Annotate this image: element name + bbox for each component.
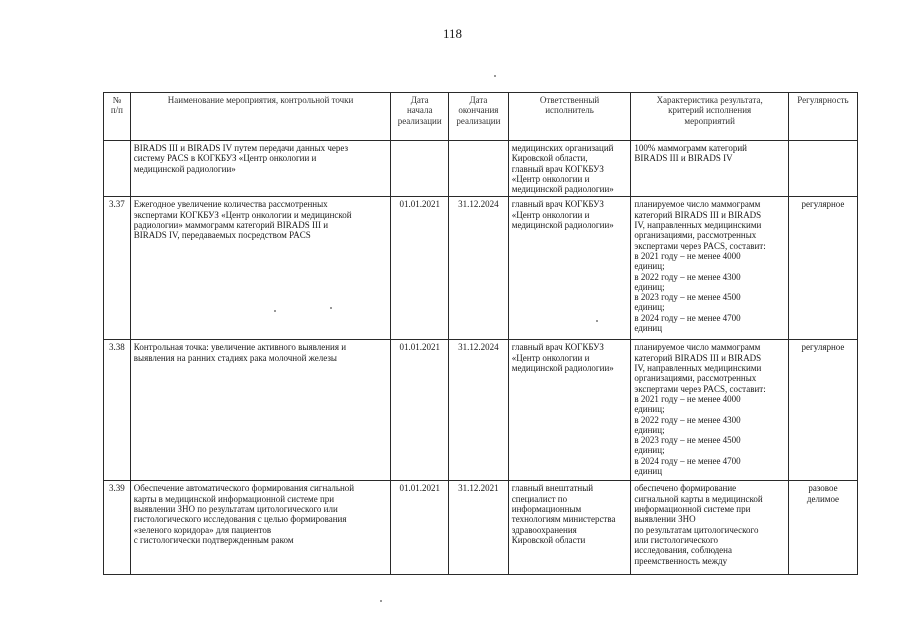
end-date: 31.12.2021 [449, 481, 509, 575]
scan-speck [596, 320, 598, 322]
table-row [104, 197, 858, 340]
header-end-date: Дата окончания реализации [449, 93, 509, 141]
result-criteria: планируемое число маммограмм категорий BIRADS III и BIRADS IV, направленных медицинскими организациями, рассмотренных экспертами через PACS, составит: в 2021 году – не менее 4000 единиц; в 2022 году – не менее 4300 единиц; в 2023 году – не менее 4500 единиц; в 2024 году – не менее 4700 единиц [631, 340, 789, 481]
end-date: 31.12.2024 [449, 340, 509, 481]
header-number: № п/п [104, 93, 131, 141]
row-number: 3.37 [104, 197, 131, 340]
start-date: 01.01.2021 [391, 197, 449, 340]
scan-speck [494, 75, 496, 77]
header-regularity: Регулярность [788, 93, 857, 141]
regularity: регулярное [788, 197, 857, 340]
activities-table [103, 92, 858, 575]
header-executor: Ответственный исполнитель [508, 93, 631, 141]
executor: главный врач КОГКБУЗ «Центр онкологии и медицинской радиологии» [508, 197, 631, 340]
start-date: 01.01.2021 [391, 340, 449, 481]
table-row [104, 340, 858, 481]
scan-speck [274, 310, 276, 312]
header-start-date: Дата начала реализации [391, 93, 449, 141]
scan-speck [330, 307, 332, 309]
regularity: регулярное [788, 340, 857, 481]
result-criteria: планируемое число маммограмм категорий BIRADS III и BIRADS IV, направленных медицинскими организациями, рассмотренных экспертами через PACS, составит: в 2021 году – не менее 4000 единиц; в 2022 году – не менее 4300 единиц; в 2023 году – не менее 4500 единиц; в 2024 году – не менее 4700 единиц [631, 197, 789, 340]
activity-name: Обеспечение автоматического формирования сигнальной карты в медицинской информационной системе при выявлении ЗНО по результатам цитологического или гистологического исследования с целью формирования «зеленого коридора» для пациентов с гистологически подтвержденным раком [130, 481, 391, 575]
executor: главный внештатный специалист по информационным технологиям министерства здравоохранения Кировской области [508, 481, 631, 575]
regularity: разовое делимое [788, 481, 857, 575]
start-date: 01.01.2021 [391, 481, 449, 575]
scan-speck [380, 600, 382, 602]
header-activity-name: Наименование мероприятия, контрольной точки [130, 93, 391, 141]
row-number: 3.38 [104, 340, 131, 481]
activity-name: Ежегодное увеличение количества рассмотренных экспертами КОГКБУЗ «Центр онкологии и медицинской радиологии» маммограмм категорий BIRADS III и BIRADS IV, передаваемых посредством PACS [130, 197, 391, 340]
result-criteria: обеспечено формирование сигнальной карты в медицинской информационной системе при выявлении ЗНО по результатам цитологического или гистологического исследования, соблюдена преемственность между [631, 481, 789, 575]
result-criteria: 100% маммограмм категорий BIRADS III и BIRADS IV [631, 141, 789, 197]
start-date [391, 141, 449, 197]
executor: главный врач КОГКБУЗ «Центр онкологии и медицинской радиологии» [508, 340, 631, 481]
row-number: 3.39 [104, 481, 131, 575]
regularity [788, 141, 857, 197]
row-number [104, 141, 131, 197]
table-row [104, 141, 858, 197]
end-date [449, 141, 509, 197]
table-row [104, 481, 858, 575]
page-number: 118 [442, 26, 463, 41]
activity-name: Контрольная точка: увеличение активного выявления и выявления на ранних стадиях рака молочной железы [130, 340, 391, 481]
header-result: Характеристика результата, критерий исполнения мероприятий [631, 93, 789, 141]
activity-name: BIRADS III и BIRADS IV путем передачи данных через систему PACS в КОГКБУЗ «Центр онкологии и медицинской радиологии» [130, 141, 391, 197]
table-header-row [104, 93, 858, 141]
executor: медицинских организаций Кировской области, главный врач КОГКБУЗ «Центр онкологии и медицинской радиологии» [508, 141, 631, 197]
end-date: 31.12.2024 [449, 197, 509, 340]
